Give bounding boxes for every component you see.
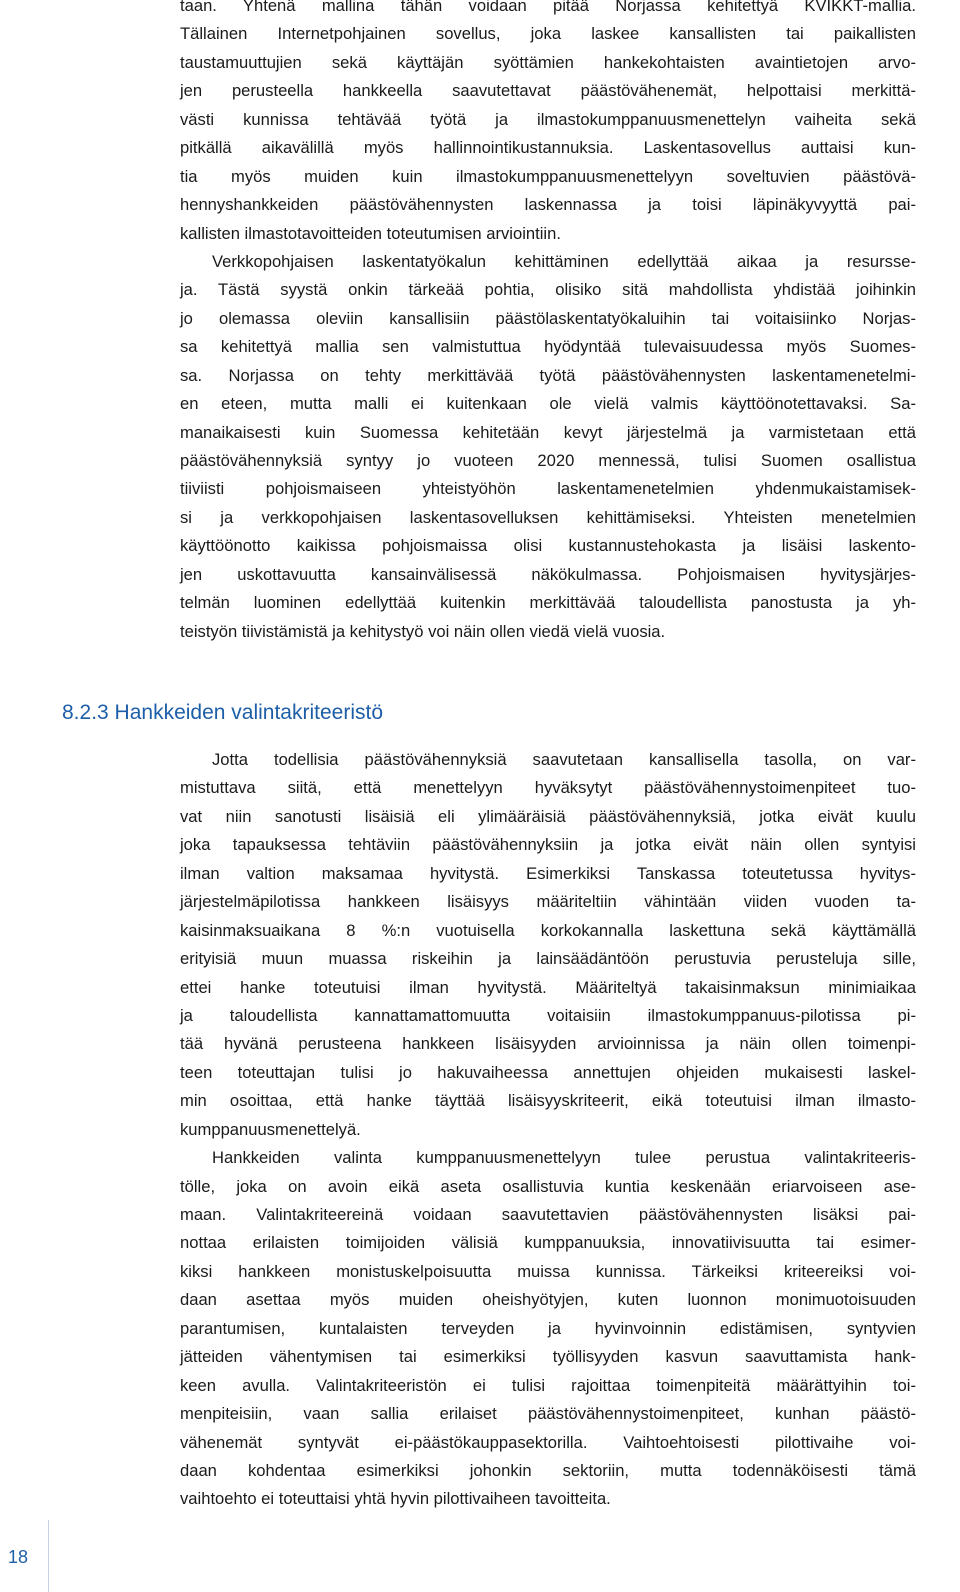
text-line: ja. Tästä syystä onkin tärkeää pohtia, olisiko sitä mahdollista yhdistää joihinkin: [180, 280, 916, 300]
text-line: mistuttava siitä, että menettelyyn hyväksytyt päästövähennystoimenpiteet tuo-: [180, 778, 916, 798]
text-line: nottaa erilaisten toimijoiden välisiä kumppanuuksia, innovatiivisuutta tai esimer-: [180, 1233, 916, 1253]
text-line: teistyön tiivistämistä ja kehitystyö voi näin ollen viedä vielä vuosia.: [180, 621, 666, 641]
text-line: kumppanuusmenettelyä.: [180, 1119, 361, 1139]
text-line: käyttöönotto kaikissa pohjoismaissa olisi kustannustehokasta ja lisäisi laskento-: [180, 536, 916, 556]
text-line: jen perusteella hankkeella saavutettavat päästövähenemät, helpottaisi merkittä-: [180, 81, 916, 101]
text-line: pitkällä aikavälillä myös hallinnointikustannuksia. Laskentasovellus auttaisi kun-: [180, 138, 916, 158]
text-line: menpiteisiin, vaan sallia erilaiset päästövähennystoimenpiteet, kunhan päästö-: [180, 1404, 916, 1424]
text-line: tiiviisti pohjoismaiseen yhteistyöhön laskentamenetelmien yhdenmukaistamisek-: [180, 479, 916, 499]
text-line: kallisten ilmastotavoitteiden toteutumisen arviointiin.: [180, 223, 561, 243]
text-line: jen uskottavuutta kansainvälisessä näkökulmassa. Pohjoismaisen hyvitysjärjes-: [180, 564, 916, 584]
text-line: vat niin sanotusti lisäisiä eli ylimääräisiä päästövähennyksiä, jotka eivät kuulu: [180, 806, 916, 826]
text-line: jätteiden vähentymisen tai esimerkiksi työllisyyden kasvun saavuttamista hank-: [180, 1347, 916, 1367]
text-line: Hankkeiden valinta kumppanuusmenettelyyn tulee perustua valintakriteeris-: [212, 1148, 916, 1168]
text-line: Jotta todellisia päästövähennyksiä saavutetaan kansallisella tasolla, on var-: [212, 750, 916, 769]
page-margin-rule: [48, 1520, 49, 1592]
text-line: keen avulla. Valintakriteeristön ei tulisi rajoittaa toimenpiteitä määrättyihin toi-: [180, 1375, 916, 1395]
text-line: vähenemät syntyvät ei-päästökauppasektorilla. Vaihtoehtoisesti pilottivaihe voi-: [180, 1432, 916, 1452]
text-line: kaisinmaksuaikana 8 %:n vuotuisella korkokannalla laskettuna sekä käyttämällä: [180, 920, 916, 940]
text-line: taustamuuttujien sekä käyttäjän syöttämien hankekohtaisten avaintietojen arvo-: [180, 52, 916, 72]
text-line: telmän luominen edellyttää kuitenkin merkittävää taloudellista panostusta ja yh-: [180, 593, 916, 613]
text-line: Tällainen Internetpohjainen sovellus, joka laskee kansallisten tai paikallisten: [180, 24, 916, 44]
page-number: 18: [8, 1547, 29, 1567]
text-line: västi kunnissa tehtävää työtä ja ilmastokumppanuusmenettelyn vaiheita sekä: [180, 109, 916, 129]
section-heading: 8.2.3 Hankkeiden valintakriteeristö: [62, 701, 384, 724]
text-line: päästövähennyksiä syntyy jo vuoteen 2020 mennessä, tulisi Suomen osallistua: [180, 451, 916, 470]
text-line: järjestelmäpilotissa hankkeen lisäisyys määriteltiin vähintään viiden vuoden ta-: [180, 892, 916, 912]
text-line: ja taloudellista kannattamattomuutta voitaisiin ilmastokumppanuus-pilotissa pi-: [180, 1005, 916, 1025]
text-line: parantumisen, kuntalaisten terveyden ja hyvinvoinnin edistämisen, syntyvien: [180, 1318, 916, 1338]
text-line: ilman valtion maksamaa hyvitystä. Esimerkiksi Tanskassa toteutetussa hyvitys-: [180, 863, 916, 883]
text-line: manaikaisesti kuin Suomessa kehitetään kevyt järjestelmä ja varmistetaan että: [180, 422, 916, 442]
body-text-upper: [180, 0, 916, 646]
text-line: min osoittaa, että hanke täyttää lisäisyyskriteerit, eikä toteutuisi ilman ilmasto-: [180, 1091, 916, 1111]
text-line: vaihtoehto ei toteuttaisi yhtä hyvin pilottivaiheen tavoitteita.: [180, 1489, 611, 1509]
text-line: Verkkopohjaisen laskentatyökalun kehittäminen edellyttää aikaa ja resursse-: [212, 251, 916, 271]
text-line: taan. Yhtenä mallina tähän voidaan pitää Norjassa kehitettyä KVIKKT-mallia.: [180, 0, 916, 15]
text-line: daan kohdentaa esimerkiksi johonkin sektoriin, mutta todennäköisesti tämä: [180, 1460, 916, 1480]
text-line: tölle, joka on avoin eikä aseta osallistuvia kuntia keskenään eriarvoiseen ase-: [180, 1176, 916, 1196]
text-line: tia myös muiden kuin ilmastokumppanuusmenettelyyn soveltuvien päästövä-: [180, 166, 916, 186]
text-line: sa kehitettyä mallia sen valmistuttua hyödyntää tulevaisuudessa myös Suomes-: [180, 337, 916, 357]
text-line: jo olemassa oleviin kansallisiin päästölaskentatyökaluihin tai voitaisiinko Norjas-: [180, 308, 916, 328]
text-line: ettei hanke toteutuisi ilman hyvitystä. Määriteltyä takaisinmaksun minimiaikaa: [180, 977, 916, 997]
body-text-lower: [180, 746, 916, 1514]
text-line: daan asettaa myös muiden oheishyötyjen, kuten luonnon monimuotoisuuden: [180, 1290, 916, 1310]
text-line: maan. Valintakriteereinä voidaan saavutettavien päästövähennysten lisäksi pai-: [180, 1205, 916, 1224]
text-line: hennyshankkeiden päästövähennysten laskennassa ja toisi läpinäkyvyyttä pai-: [180, 195, 916, 215]
text-line: tää hyvänä perusteena hankkeen lisäisyyden arvioinnissa ja näin ollen toimenpi-: [180, 1034, 916, 1054]
text-line: teen toteuttajan tulisi jo hakuvaiheessa annettujen ohjeiden mukaisesti laskel-: [180, 1062, 916, 1082]
text-line: kiksi hankkeen monistuskelpoisuutta muissa kunnissa. Tärkeiksi kriteereiksi voi-: [180, 1261, 916, 1281]
text-line: sa. Norjassa on tehty merkittävää työtä päästövähennysten laskentamenetelmi-: [180, 365, 916, 385]
text-line: si ja verkkopohjaisen laskentasovelluksen kehittämiseksi. Yhteisten menetelmien: [180, 507, 916, 527]
text-line: en eteen, mutta malli ei kuitenkaan ole vielä valmis käyttöönotettavaksi. Sa-: [180, 394, 916, 414]
text-line: erityisiä muun muassa riskeihin ja lainsäädäntöön perustuvia perusteluja sille,: [180, 949, 916, 969]
text-line: joka tapauksessa tehtäviin päästövähennyksiin ja jotka eivät näin ollen syntyisi: [180, 835, 916, 855]
